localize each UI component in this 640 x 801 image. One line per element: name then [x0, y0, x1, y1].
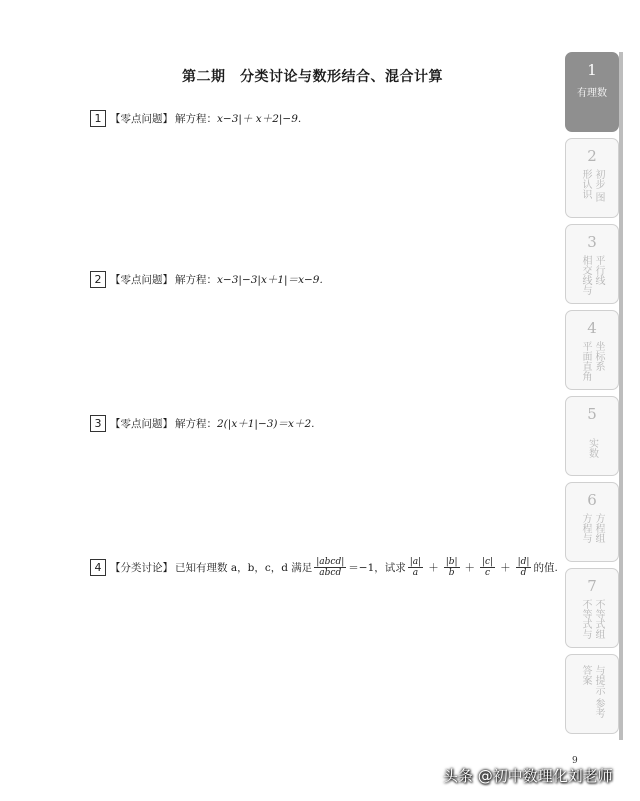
problem-text: 解方程： [175, 417, 217, 430]
problem-4 [90, 557, 558, 578]
problem-text: 已知有理数 a，b，c，d 满足 [175, 561, 313, 574]
tab-chapter-1[interactable]: 1 有理数 [565, 52, 619, 132]
problem-end-text: 的值. [533, 561, 558, 574]
tab-answers[interactable]: 与提示 参考答案 [565, 654, 619, 734]
tab-chapter-4[interactable]: 4 坐标系 平面直角 [565, 310, 619, 390]
plus-sign: ＋ [500, 561, 511, 574]
fraction-abcd: $\frac{\text{|abcd|}}{\text{abcd}}$ [316, 557, 345, 578]
fraction-a: $\frac{|a|}{a}$ [409, 557, 422, 578]
tab-chapter-2[interactable]: 2 初步 图形认识 [565, 138, 619, 218]
tab-chapter-5[interactable]: 5 实数 [565, 396, 619, 476]
problem-text: 解方程： [175, 273, 217, 286]
problem-1 [90, 110, 301, 127]
problem-equation: x−3|−3|x＋1|＝x−9. [217, 273, 323, 286]
problem-number: 1 [90, 110, 106, 127]
fraction-d: $\frac{|d|}{d}$ [517, 557, 530, 578]
fraction-b: $\frac{|b|}{b}$ [445, 557, 458, 578]
tab-chapter-7[interactable]: 7 不等式组 不等式与 [565, 568, 619, 648]
problem-number: 3 [90, 415, 106, 432]
side-tab-rail [619, 52, 623, 740]
problem-tag: 【分类讨论】 [110, 561, 173, 574]
problem-text: 解方程： [175, 112, 217, 125]
tab-chapter-3[interactable]: 3 平行线 相交线与 [565, 224, 619, 304]
fraction-c: $\frac{|c|}{c}$ [482, 557, 494, 578]
problem-equation: 2(|x＋1|−3)＝x＋2. [217, 417, 315, 430]
page-number: 9 [572, 756, 578, 766]
tab-chapter-6[interactable]: 6 方程组 方程与 [565, 482, 619, 562]
problem-tag: 【零点问题】 [110, 273, 173, 286]
plus-sign: ＋ [464, 561, 476, 574]
page-title: 第二期 分类讨论与数形结合、混合计算 [182, 69, 443, 85]
problem-tag: 【零点问题】 [110, 417, 173, 430]
problem-2 [90, 271, 323, 288]
problem-3 [90, 415, 314, 432]
problem-number: 2 [90, 271, 106, 288]
problem-mid-text: ＝−1，试求 [348, 561, 406, 574]
problem-equation: x−3|＋ x＋2|−9. [217, 112, 302, 125]
problem-tag: 【零点问题】 [110, 112, 173, 125]
problem-number: 4 [90, 559, 106, 576]
watermark: 头条 @初中数理化刘老师 [443, 767, 613, 785]
plus-sign: ＋ [428, 561, 439, 574]
